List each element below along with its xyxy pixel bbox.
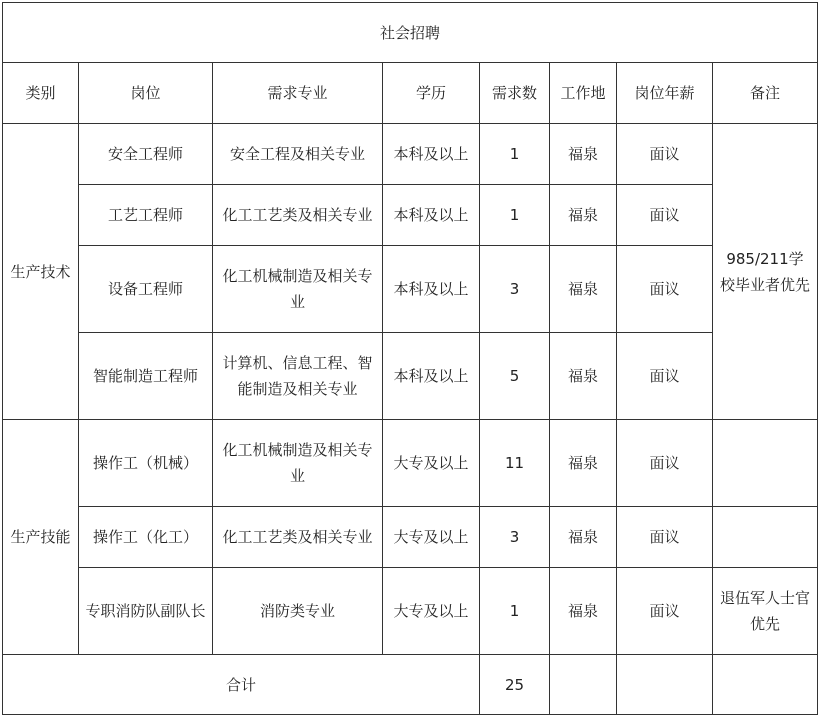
education-cell: 本科及以上 [383,333,480,420]
major-cell: 化工机械制造及相关专业 [213,246,383,333]
salary-cell: 面议 [617,246,713,333]
position-cell: 工艺工程师 [79,185,213,246]
salary-cell: 面议 [617,185,713,246]
salary-cell: 面议 [617,420,713,507]
total-row [3,655,818,715]
count-cell: 3 [480,507,550,568]
table-row [3,333,818,420]
salary-cell: 面议 [617,507,713,568]
count-cell: 1 [480,185,550,246]
category-cell: 生产技术 [3,124,79,420]
major-cell: 安全工程及相关专业 [213,124,383,185]
position-cell: 安全工程师 [79,124,213,185]
location-cell: 福泉 [550,246,617,333]
table-row [3,246,818,333]
header-major: 需求专业 [213,63,383,124]
total-count: 25 [480,655,550,715]
header-remark: 备注 [713,63,818,124]
total-empty-salary [617,655,713,715]
education-cell: 大专及以上 [383,568,480,655]
count-cell: 1 [480,124,550,185]
location-cell: 福泉 [550,420,617,507]
salary-cell: 面议 [617,568,713,655]
total-empty-remark [713,655,818,715]
remark-cell: 985/211学校毕业者优先 [713,124,818,420]
position-cell: 智能制造工程师 [79,333,213,420]
category-cell: 生产技能 [3,420,79,655]
education-cell: 大专及以上 [383,507,480,568]
location-cell: 福泉 [550,185,617,246]
position-cell: 设备工程师 [79,246,213,333]
education-cell: 大专及以上 [383,420,480,507]
position-cell: 操作工（机械） [79,420,213,507]
education-cell: 本科及以上 [383,246,480,333]
table-row [3,185,818,246]
header-row [3,63,818,124]
header-position: 岗位 [79,63,213,124]
position-cell: 操作工（化工） [79,507,213,568]
header-salary: 岗位年薪 [617,63,713,124]
table-row [3,507,818,568]
education-cell: 本科及以上 [383,124,480,185]
major-cell: 计算机、信息工程、智能制造及相关专业 [213,333,383,420]
count-cell: 1 [480,568,550,655]
major-cell: 化工机械制造及相关专业 [213,420,383,507]
recruitment-table-container [2,2,818,715]
table-row [3,568,818,655]
count-cell: 3 [480,246,550,333]
location-cell: 福泉 [550,507,617,568]
salary-cell: 面议 [617,333,713,420]
education-cell: 本科及以上 [383,185,480,246]
major-cell: 化工工艺类及相关专业 [213,507,383,568]
salary-cell: 面议 [617,124,713,185]
remark-cell: 退伍军人士官优先 [713,568,818,655]
header-location: 工作地 [550,63,617,124]
position-cell: 专职消防队副队长 [79,568,213,655]
remark-cell [713,507,818,568]
major-cell: 化工工艺类及相关专业 [213,185,383,246]
total-empty-location [550,655,617,715]
table-row [3,420,818,507]
table-title: 社会招聘 [3,3,818,63]
count-cell: 5 [480,333,550,420]
header-education: 学历 [383,63,480,124]
location-cell: 福泉 [550,333,617,420]
table-row [3,124,818,185]
count-cell: 11 [480,420,550,507]
remark-cell [713,420,818,507]
recruitment-table [2,2,818,715]
header-category: 类别 [3,63,79,124]
location-cell: 福泉 [550,568,617,655]
header-count: 需求数 [480,63,550,124]
location-cell: 福泉 [550,124,617,185]
major-cell: 消防类专业 [213,568,383,655]
total-label: 合计 [3,655,480,715]
